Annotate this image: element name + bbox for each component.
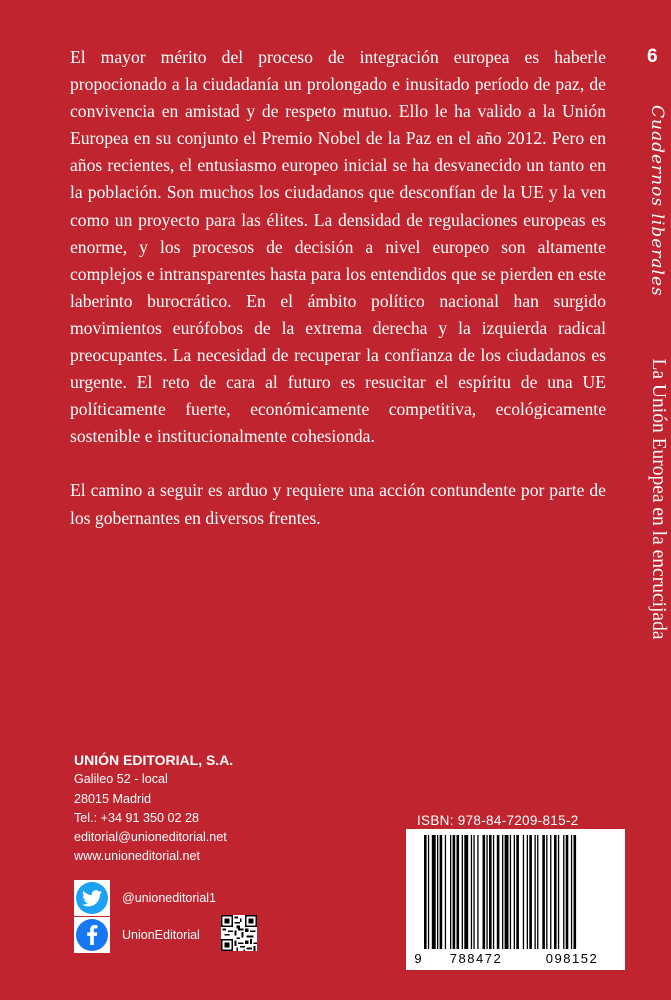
barcode	[406, 829, 625, 970]
publisher-address: Galileo 52 - local	[74, 772, 168, 787]
blurb-paragraph-1: El mayor mérito del proceso de integración europea es haberle propocionado a la ciudadanía un prolongado e inusitado período de paz, de convivencia en amistad y de respeto mutuo. Ello le ha valido a la Unión Europea en su conjunto el Premio Nobel de la Paz en el año 2012. Pero en años recientes, el entusiasmo europeo inicial se ha desvanecido un tanto en la población. Son muchos los ciudadanos que desconfían de la UE y la ven como un proyecto para las élites. La densidad de regulaciones europeas es enorme, y los procesos de decisión a nivel europeo son altamente complejos e intransparentes hasta para los entendidos que se pierden en este laberinto burocrático. En el ámbito político nacional han surgido movimientos eurófobos de la extrema derecha y la izquierda radical preocupantes. La necesidad de recuperar la confianza de los ciudadanos es urgente. El reto de cara al futuro es resucitar el espíritu de una UE políticamente fuerte, económicamente competitiva, ecológicamente sostenible e institucionalmente cohesionda.	[70, 47, 606, 447]
barcode-bar	[510, 835, 511, 949]
publisher-email[interactable]: editorial@unioneditorial.net	[74, 830, 227, 845]
back-cover-blurb	[70, 44, 606, 532]
barcode-bar	[483, 835, 486, 949]
series-number: 6	[647, 46, 658, 67]
barcode-bar	[574, 835, 577, 949]
barcode-bar	[550, 835, 551, 949]
barcode-bars	[412, 835, 619, 949]
barcode-bar	[486, 835, 487, 949]
barcode-bar	[571, 835, 572, 949]
facebook-link[interactable]	[74, 917, 200, 953]
barcode-bar	[497, 835, 500, 949]
barcode-bar	[514, 835, 515, 949]
qr-code[interactable]	[221, 915, 257, 951]
barcode-bar	[437, 835, 438, 949]
facebook-handle: UnionEditorial	[122, 928, 200, 942]
barcode-bar	[440, 835, 443, 949]
facebook-icon	[74, 917, 110, 953]
barcode-bar	[535, 835, 536, 949]
barcode-bar	[546, 835, 547, 949]
barcode-bar	[537, 835, 538, 949]
publisher-phone: Tel.: +34 91 350 02 28	[74, 810, 199, 825]
publisher-info	[74, 751, 233, 867]
isbn-label: ISBN: 978-84-7209-815-2	[417, 813, 579, 828]
barcode-digit-first: 9	[414, 951, 422, 966]
barcode-bar	[523, 835, 524, 949]
twitter-link[interactable]	[74, 880, 216, 916]
barcode-bar	[473, 835, 474, 949]
barcode-bar	[462, 835, 463, 949]
twitter-handle: @unioneditorial1	[122, 891, 217, 905]
publisher-name: UNIÓN EDITORIAL, S.A.	[74, 752, 234, 768]
barcode-bar	[457, 835, 460, 949]
publisher-city: 28015 Madrid	[74, 791, 152, 806]
spine-title: La Unión Europea en la encrucijada	[648, 358, 669, 640]
twitter-icon	[74, 880, 110, 916]
barcode-bar	[566, 835, 569, 949]
barcode-bar	[428, 835, 429, 949]
barcode-bar	[450, 835, 451, 949]
barcode-bar	[542, 835, 545, 949]
barcode-bar	[471, 835, 472, 949]
barcode-bar	[453, 835, 456, 949]
barcode-bar	[527, 835, 528, 949]
blurb-paragraph-2: El camino a seguir es arduo y requiere una acción contundente por parte de los gobernantes en diversos frentes.	[70, 480, 606, 528]
barcode-digits-left: 788472	[449, 951, 503, 966]
barcode-bar	[464, 835, 468, 949]
barcode-bar	[477, 835, 478, 949]
barcode-bar	[445, 835, 446, 949]
barcode-digits-right: 098152	[545, 951, 599, 966]
barcode-bar	[529, 835, 532, 949]
barcode-bar	[554, 835, 557, 949]
barcode-digits	[408, 951, 622, 966]
barcode-bar	[493, 835, 494, 949]
barcode-bar	[505, 835, 509, 949]
barcode-bar	[424, 835, 427, 949]
series-name: Cuadernos liberales	[647, 105, 667, 297]
publisher-website[interactable]: www.unioneditorial.net	[74, 849, 201, 864]
barcode-bar	[558, 835, 559, 949]
barcode-bar	[489, 835, 492, 949]
barcode-bar	[432, 835, 436, 949]
barcode-bar	[502, 835, 503, 949]
barcode-bar	[563, 835, 564, 949]
barcode-bar	[516, 835, 519, 949]
